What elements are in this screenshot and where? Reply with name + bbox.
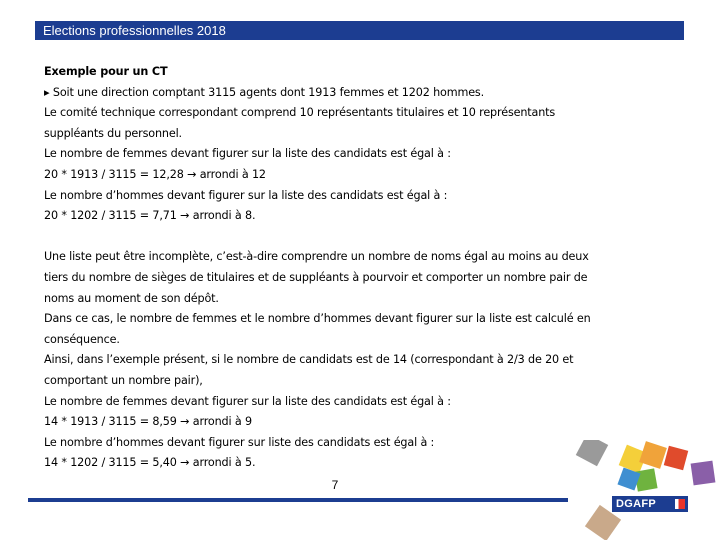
body-line: Dans ce cas, le nombre de femmes et le nombre d’hommes devant figurer sur la liste est calculé en [44,312,591,326]
body-line: 14 * 1913 / 3115 = 8,59 → arrondi à 9 [44,415,252,429]
tile-red [664,446,688,470]
tile-gray [576,440,608,466]
slide-title-bar [35,21,684,40]
body-line: Le comité technique correspondant comprend 10 représentants titulaires et 10 représentants [44,106,556,120]
flag-icon [675,499,685,509]
page-number: 7 [331,478,339,492]
tile-purple [691,461,716,486]
body-line: tiers du nombre de sièges de titulaires et de suppléants à pourvoir et comporter un nombre pair de [44,270,588,284]
body-line: 20 * 1202 / 3115 = 7,71 → arrondi à 8. [44,209,256,223]
body-line: Le nombre de femmes devant figurer sur la liste des candidats est égal à : [44,394,451,408]
body-line: Une liste peut être incomplète, c’est-à-dire comprendre un nombre de noms égal au moins au deux [44,250,589,264]
logo-text: DGAFP [616,498,656,510]
body-line: Ainsi, dans l’exemple présent, si le nombre de candidats est de 14 (correspondant à 2/3 de 20 et [44,353,574,367]
body-line: 20 * 1913 / 3115 = 12,28 → arrondi à 12 [44,167,266,181]
tile-orange [639,441,667,469]
body-line: suppléants du personnel. [44,126,182,140]
decorative-tiles [576,440,716,540]
decorative-tiles-graphic [570,440,720,540]
dgafp-logo [612,496,688,512]
paragraph-spacer [44,227,644,248]
body-line: Le nombre de femmes devant figurer sur la liste des candidats est égal à : [44,147,451,161]
body-line: conséquence. [44,332,120,346]
section-heading: Exemple pour un CT [44,65,168,78]
body-line: noms au moment de son dépôt. [44,291,219,305]
body-line: comportant un nombre pair), [44,373,203,387]
slide-title: Elections professionnelles 2018 [43,23,226,38]
footer-divider [28,498,568,502]
body-line: 14 * 1202 / 3115 = 5,40 → arrondi à 5. [44,456,256,470]
body-line: ▸ Soit une direction comptant 3115 agents dont 1913 femmes et 1202 hommes. [44,85,485,99]
body-line: Le nombre d’hommes devant figurer sur la liste des candidats est égal à : [44,188,448,202]
body-line: Le nombre d’hommes devant figurer sur liste des candidats est égal à : [44,435,435,449]
slide-body [44,62,644,474]
